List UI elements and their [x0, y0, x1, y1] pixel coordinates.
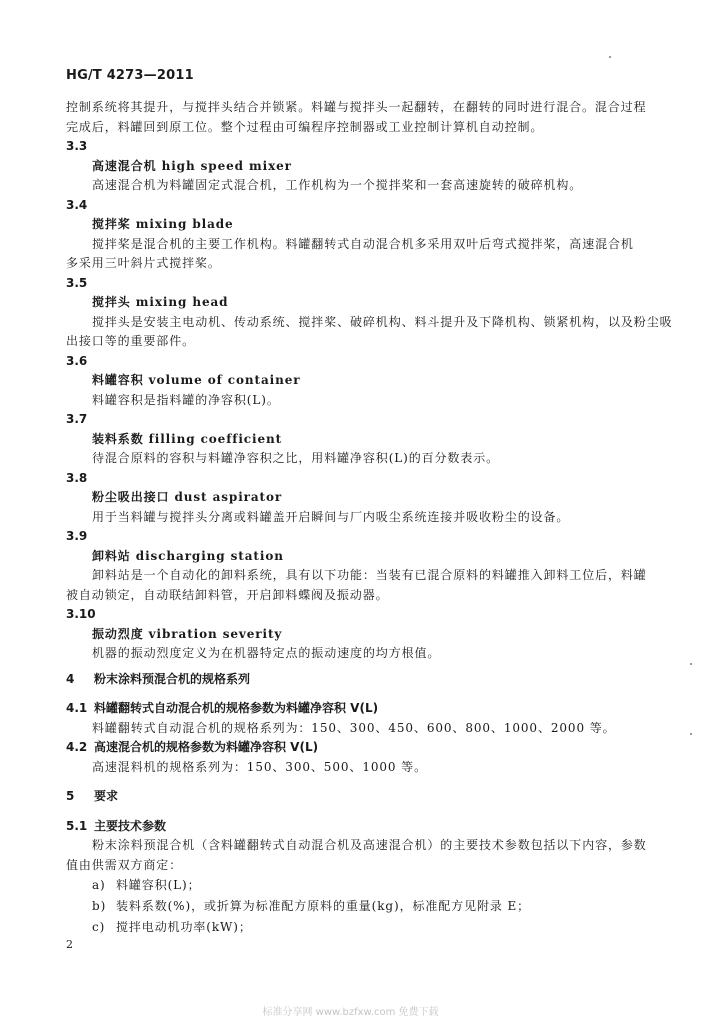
scan-speck [609, 56, 611, 58]
term-definition: 用于当料罐与搅拌头分离或料罐盖开启瞬间与厂内吸尘系统连接并吸收粉尘的设备。 [92, 509, 570, 524]
standard-header: HG/T 4273—2011 [66, 68, 194, 83]
subsection-number: 4.1 [66, 701, 88, 715]
list-text: 装料系数(%)，或折算为标准配方原料的重量(kg)，标准配方见附录 E； [116, 899, 531, 913]
clause-number: 3.10 [66, 607, 96, 621]
subsection-number: 5.1 [66, 818, 88, 833]
term-heading: 粉尘吸出接口 dust aspirator [92, 490, 283, 504]
term-definition: 出接口等的重要部件。 [66, 334, 196, 348]
watermark: 标准分享网 www.bzfxw.com 免费下载 [262, 1007, 439, 1018]
subsection-heading [66, 738, 646, 758]
term-definition: 搅拌桨是混合机的主要工作机构。料罐翻转式自动混合机多采用双叶后弯式搅拌桨，高速混合机 [92, 236, 634, 251]
subsection-title: 料罐翻转式自动混合机的规格参数为料罐净容积 V(L) [94, 701, 379, 715]
term-definition: 待混合原料的容积与料罐净容积之比，用料罐净容积(L)的百分数表示。 [92, 451, 500, 465]
term-heading: 振动烈度 vibration severity [92, 626, 283, 641]
page-content [66, 98, 673, 938]
subsection-number: 4.2 [66, 740, 88, 754]
clause-number: 3.4 [66, 197, 88, 212]
list-item [66, 917, 646, 938]
term-definition: 多采用三叶斜片式搅拌桨。 [66, 256, 221, 270]
subsection-title: 主要技术参数 [94, 818, 167, 833]
section-title: 粉末涂料预混合机的规格系列 [94, 671, 251, 686]
term-definition: 料罐容积是指料罐的净容积(L)。 [92, 392, 280, 407]
list-text: 搅拌电动机功率(kW)； [116, 920, 252, 934]
list-item [66, 875, 646, 896]
term-definition: 机器的振动烈度定义为在机器特定点的振动速度的均方根值。 [92, 646, 441, 660]
term-heading: 高速混合机 high speed mixer [92, 158, 292, 173]
scan-speck [690, 733, 692, 735]
section-number: 5 [66, 789, 75, 803]
section-title: 要求 [94, 789, 119, 803]
list-marker: c) [92, 920, 106, 934]
clause-number: 3.8 [66, 470, 88, 485]
continuation-line: 控制系统将其提升，与搅拌头结合并锁紧。料罐与搅拌头一起翻转，在翻转的同时进行混合。混合过程 [66, 100, 647, 114]
term-heading: 搅拌桨 mixing blade [92, 217, 234, 231]
continuation-line: 完成后，料罐回到原工位。整个过程由可编程序控制器或工业控制计算机自动控制。 [66, 119, 544, 134]
clause-number: 3.5 [66, 275, 88, 290]
term-definition: 卸料站是一个自动化的卸料系统，具有以下功能：当装有已混合原料的料罐推入卸料工位后，料罐 [92, 568, 647, 582]
page-number: 2 [66, 938, 73, 951]
term-heading: 卸料站 discharging station [92, 548, 284, 563]
term-definition: 高速混合机为料罐固定式混合机，工作机构为一个搅拌桨和一套高速旋转的破碎机构。 [92, 178, 583, 192]
subsection-text: 料罐翻转式自动混合机的规格系列为：150、300、450、600、800、1000、2000 等。 [92, 720, 616, 735]
subsection-text: 粉末涂料预混合机（含料罐翻转式自动混合机及高速混合机）的主要技术参数包括以下内容，参数 [92, 838, 647, 852]
term-definition: 被自动锁定，自动联结卸料管，开启卸料蝶阀及振动器。 [66, 587, 389, 602]
term-heading: 搅拌头 mixing head [92, 295, 229, 309]
subsection-title: 高速混合机的规格参数为料罐净容积 V(L) [94, 740, 319, 754]
scan-speck [690, 663, 692, 665]
term-heading: 装料系数 filling coefficient [92, 431, 283, 446]
subsection-heading [66, 699, 646, 719]
list-marker: a) [92, 878, 106, 892]
subsection-text: 值由供需双方商定： [66, 857, 183, 872]
term-heading: 料罐容积 volume of container [92, 373, 301, 387]
section-heading [66, 787, 646, 807]
subsection-heading [66, 817, 646, 837]
section-heading [66, 670, 646, 690]
clause-number: 3.6 [66, 353, 88, 368]
clause-number: 3.7 [66, 412, 88, 426]
term-definition: 搅拌头是安装主电动机、传动系统、搅拌桨、破碎机构、料斗提升及下降机构、锁紧机构，以及粉尘吸 [92, 314, 673, 329]
list-item [66, 896, 646, 917]
subsection-text: 高速混料机的规格系列为：150、300、500、1000 等。 [92, 759, 427, 774]
section-number: 4 [66, 671, 75, 686]
clause-number: 3.3 [66, 139, 88, 153]
list-text: 料罐容积(L)； [116, 878, 201, 892]
list-marker: b) [92, 899, 107, 913]
clause-number: 3.9 [66, 529, 88, 543]
